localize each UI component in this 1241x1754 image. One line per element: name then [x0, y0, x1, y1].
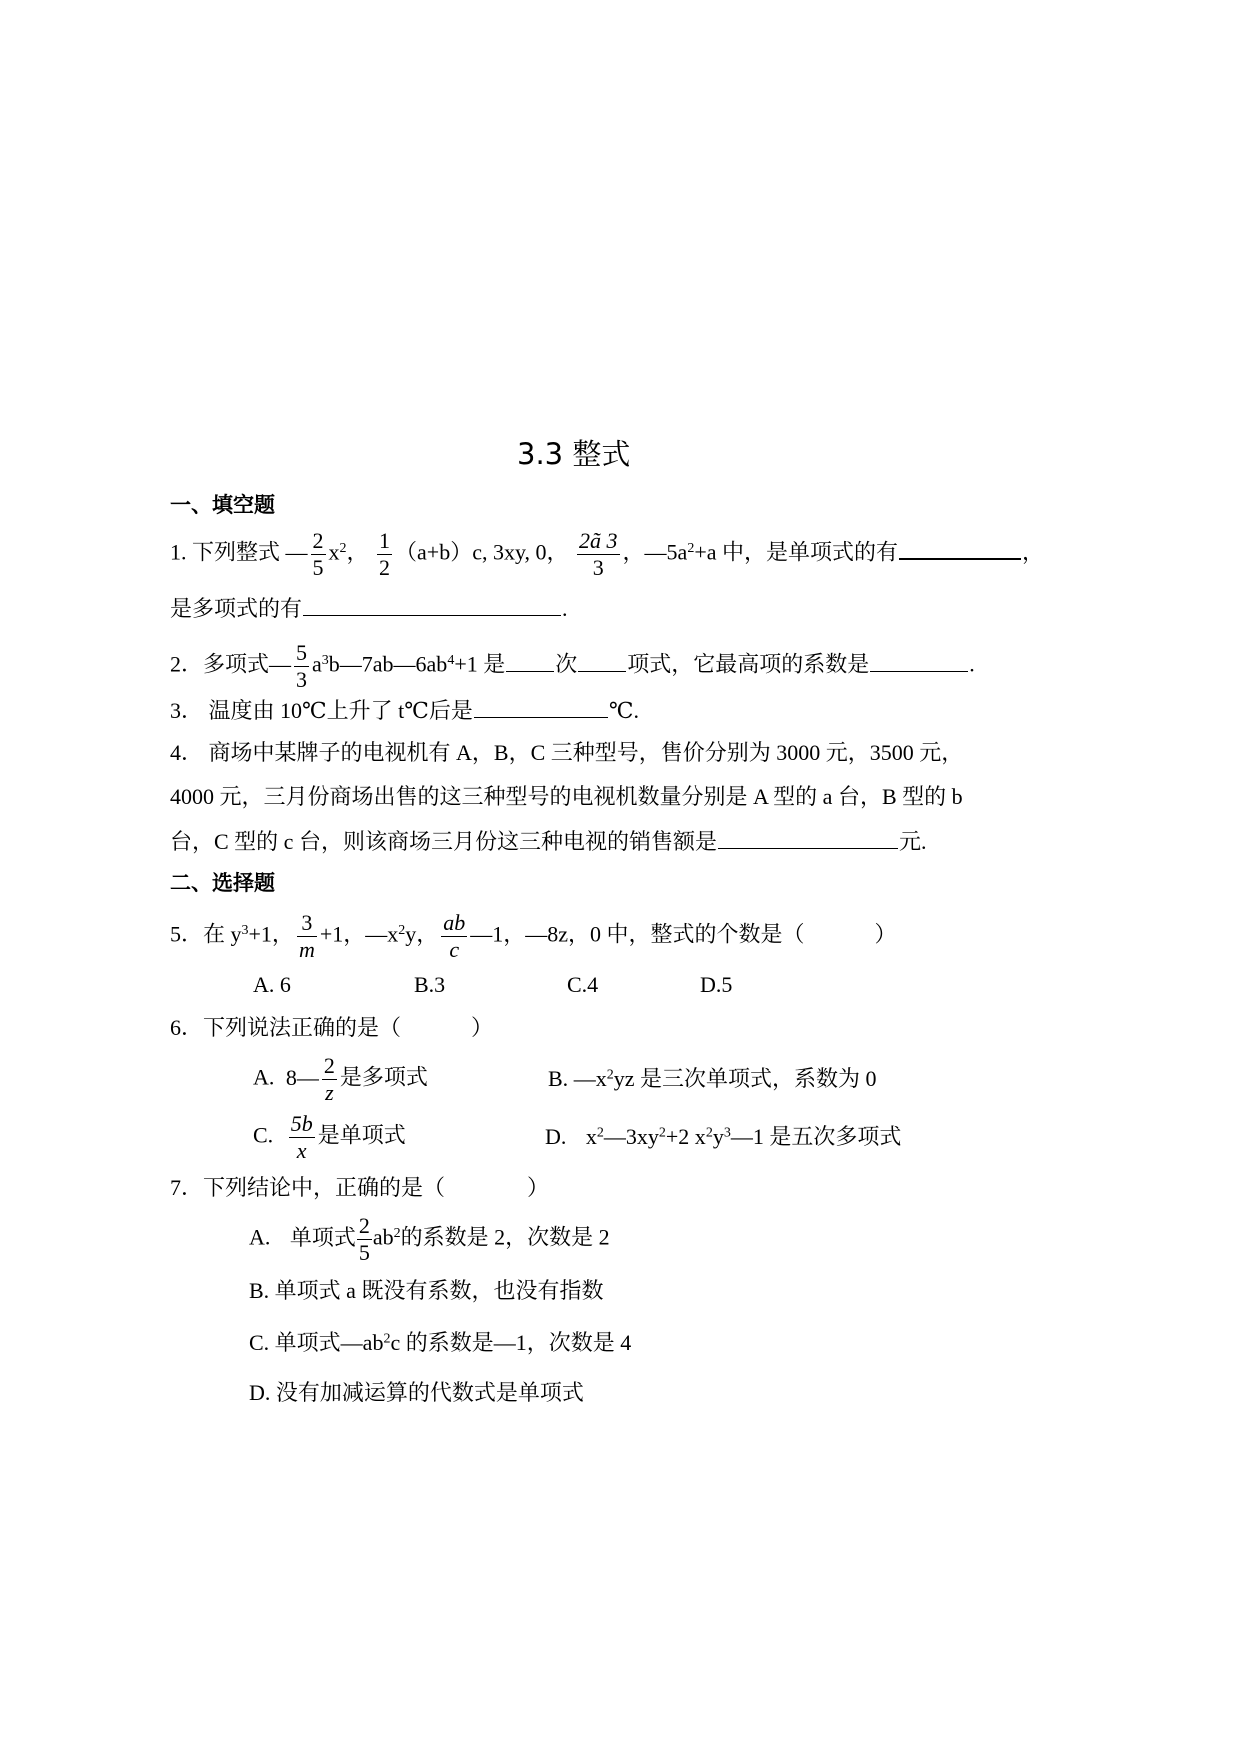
- q4-answer-blank[interactable]: [718, 828, 898, 849]
- q1-term4: ，—5a: [622, 539, 688, 565]
- q6-c-fraction: [289, 1111, 315, 1164]
- q7-option-a[interactable]: [249, 1213, 610, 1266]
- q6-d-d: y: [712, 1124, 724, 1149]
- q6-b-post: yz 是三次单项式，系数为 0: [613, 1066, 877, 1091]
- q4-end: 元.: [898, 829, 927, 854]
- exponent: 3: [321, 652, 329, 668]
- q6-option-a[interactable]: [253, 1053, 428, 1106]
- fraction-denominator: z: [325, 1080, 334, 1105]
- q5-close: ）: [874, 921, 897, 947]
- q6-stem: 6．下列说法正确的是（: [170, 1015, 402, 1040]
- exponent: 2: [596, 1125, 604, 1141]
- q5-option-c[interactable]: C.4: [567, 972, 599, 997]
- q2-coefficient-blank[interactable]: [870, 651, 968, 672]
- q6-option-b[interactable]: [548, 1066, 876, 1092]
- question-1-line2: [170, 595, 568, 622]
- fraction-denominator: 5: [358, 1240, 370, 1265]
- option-label: D.: [545, 1124, 567, 1149]
- q1-comma: ，: [1022, 539, 1045, 565]
- fraction-numerator: 5b: [290, 1111, 313, 1136]
- option-label: C.: [253, 1122, 274, 1148]
- q6-d-b: —3xy: [603, 1124, 659, 1149]
- fraction-denominator: x: [296, 1138, 307, 1163]
- q5-a: +1，: [248, 921, 294, 947]
- q1-term2-rest: （a+b）c, 3xy, 0，: [395, 539, 569, 565]
- q2-degree-blank[interactable]: [506, 651, 554, 672]
- q6-b-pre: —x: [573, 1066, 607, 1091]
- q5-option-d[interactable]: D.5: [700, 972, 733, 997]
- exponent: 2: [383, 1331, 391, 1347]
- q1-end: .: [562, 596, 568, 621]
- fraction-numerator: 2: [312, 528, 324, 553]
- exponent: 4: [447, 652, 455, 668]
- q5-c: y，: [405, 921, 439, 947]
- q6-c-post: 是单项式: [317, 1122, 406, 1148]
- q7-close: ）: [527, 1175, 550, 1200]
- q6-a-pre: 8—: [285, 1064, 319, 1090]
- q2-prefix: 2．多项式—: [170, 651, 292, 677]
- fraction-denominator: c: [449, 937, 460, 962]
- option-label: A.: [253, 1064, 275, 1090]
- q1-polynomial-answer-blank[interactable]: [303, 595, 561, 616]
- q7-c-pre: C. 单项式—ab: [249, 1330, 384, 1355]
- q1-prefix: 1. 下列整式: [170, 539, 281, 565]
- option-label: A.: [249, 1224, 271, 1250]
- question-4-line2: 4000 元，三月份商场出售的这三种型号的电视机数量分别是 A 型的 a 台，B 型的 b: [170, 784, 963, 809]
- question-7: [170, 1175, 549, 1201]
- fraction-numerator: 3: [297, 910, 317, 937]
- question-4-line3: [170, 828, 926, 855]
- q2-fraction: [294, 640, 309, 693]
- q7-a-mid: ab: [372, 1224, 394, 1250]
- q5-option-b[interactable]: B.3: [414, 972, 446, 997]
- exponent: 2: [705, 1125, 713, 1141]
- exponent: 3: [241, 922, 249, 938]
- q3-answer-blank[interactable]: [474, 697, 608, 718]
- q6-a-fraction: [322, 1053, 337, 1106]
- q1-term4-rest: +a 中，是单项式的有: [694, 539, 898, 565]
- q1-term1-sign: —: [285, 539, 308, 565]
- q7-c-post: c 的系数是—1，次数是 4: [390, 1330, 632, 1355]
- q6-close: ）: [471, 1015, 494, 1040]
- fraction-denominator: m: [298, 937, 315, 962]
- q5-prefix: 5．在 y: [170, 921, 242, 947]
- q2-var-a: a: [312, 651, 322, 677]
- fraction-numerator: 5: [296, 640, 308, 665]
- q2-constant: +1 是: [454, 651, 506, 677]
- q7-a-pre: 单项式: [289, 1224, 356, 1250]
- q7-option-d[interactable]: D. 没有加减运算的代数式是单项式: [249, 1380, 584, 1405]
- exponent: 2: [398, 922, 406, 938]
- exponent: 3: [723, 1125, 731, 1141]
- q6-d-a: x: [585, 1124, 597, 1149]
- q1-monomial-answer-blank[interactable]: [899, 538, 1021, 560]
- option-label: B.: [548, 1066, 569, 1091]
- exponent: 2: [687, 540, 695, 556]
- q2-terms: b—7ab—6ab: [328, 651, 448, 677]
- q3-end: ℃.: [608, 698, 639, 723]
- section-heading-choice: 二、选择题: [170, 871, 275, 895]
- q7-option-c[interactable]: [249, 1330, 631, 1356]
- question-2: [170, 640, 975, 693]
- q2-text-coef: 项式，它最高项的系数是: [627, 651, 870, 677]
- q5-option-a[interactable]: A. 6: [253, 972, 291, 997]
- section-heading-fill-blank: 一、填空题: [170, 493, 275, 517]
- fraction-denominator: 5: [312, 555, 324, 580]
- exponent: 2: [393, 1225, 401, 1241]
- q2-end: .: [969, 651, 975, 677]
- q2-terms-blank[interactable]: [578, 651, 626, 672]
- exponent: 2: [339, 540, 347, 556]
- q7-a-post: 的系数是 2，次数是 2: [400, 1224, 610, 1250]
- question-4-line1: 4． 商场中某牌子的电视机有 A，B，C 三种型号，售价分别为 3000 元，3500 元，: [170, 740, 964, 765]
- q7-stem: 7．下列结论中，正确的是（: [170, 1175, 446, 1200]
- fraction-denominator: 3: [592, 555, 604, 580]
- q5-b: +1，—x: [319, 921, 399, 947]
- question-3: [170, 697, 639, 724]
- q1-term1-var: x: [328, 539, 340, 565]
- q1-term1-fraction: [311, 528, 326, 581]
- q2-text-degree: 次: [555, 651, 578, 677]
- fraction-denominator: 2: [379, 555, 391, 580]
- q1-line2-text: 是多项式的有: [170, 596, 303, 621]
- q7-option-b[interactable]: B. 单项式 a 既没有系数，也没有指数: [249, 1278, 604, 1303]
- question-6: [170, 1015, 493, 1041]
- page-title: 3.3 整式: [517, 437, 631, 471]
- fraction-numerator: 2: [358, 1213, 370, 1238]
- fraction-numerator: 2ã 3: [579, 528, 618, 553]
- q7-a-fraction: [357, 1213, 372, 1266]
- q1-term2-fraction: [377, 528, 392, 581]
- separator: ，: [346, 539, 369, 565]
- fraction-numerator: 2: [323, 1053, 335, 1078]
- fraction-denominator: 3: [296, 667, 308, 692]
- exponent: 2: [606, 1067, 614, 1083]
- q4-line3-text: 台，C 型的 c 台，则该商场三月份这三种电视的销售额是: [170, 829, 717, 854]
- question-5: [170, 910, 897, 963]
- question-1: [170, 528, 1044, 581]
- q6-a-post: 是多项式: [339, 1064, 428, 1090]
- q1-term3-fraction: [577, 528, 620, 581]
- exponent: 2: [658, 1125, 666, 1141]
- fraction-numerator: ab: [443, 910, 466, 935]
- q6-option-d[interactable]: [545, 1124, 901, 1150]
- q5-d: —1，—8z，0 中，整式的个数是（: [470, 921, 805, 947]
- q5-fraction-2: [441, 910, 467, 963]
- q6-option-c[interactable]: [253, 1111, 406, 1164]
- fraction-numerator: 1: [379, 528, 391, 553]
- q6-d-c: +2 x: [665, 1124, 706, 1149]
- q6-d-post: —1 是五次多项式: [730, 1124, 902, 1149]
- q5-fraction-1: [297, 910, 317, 963]
- q3-prefix: 3． 温度由 10℃上升了 t℃后是: [170, 698, 473, 723]
